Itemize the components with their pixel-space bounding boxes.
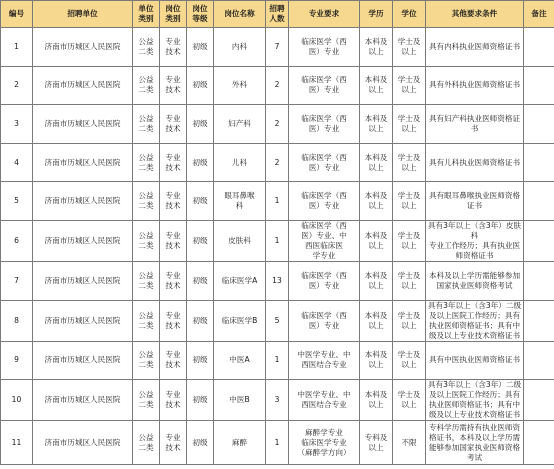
table-row [1, 380, 554, 421]
cell-unit: 济南市历城区人民医院 [33, 66, 133, 105]
cell-quota: 2 [266, 66, 289, 105]
cell-post-type: 专业 技术 [160, 105, 187, 144]
cell-degree: 学士及 以上 [393, 261, 426, 300]
cell-remark [524, 28, 554, 67]
cell-no: 5 [1, 182, 33, 221]
cell-remark [524, 182, 554, 221]
cell-post-level: 初级 [187, 261, 214, 300]
cell-quota: 13 [266, 261, 289, 300]
cell-unit: 济南市历城区人民医院 [33, 380, 133, 421]
cell-remark [524, 143, 554, 182]
cell-major: 临床医学（西 医）专业、中 西医临床医 学专业 [289, 220, 360, 261]
cell-education: 本科及 以上 [360, 380, 393, 421]
cell-no: 2 [1, 66, 33, 105]
cell-post-type: 专业 技术 [160, 182, 187, 221]
cell-quota: 5 [266, 300, 289, 341]
cell-post-name: 内科 [214, 28, 266, 67]
cell-quota: 2 [266, 105, 289, 144]
cell-unit-type: 公益 二类 [133, 143, 160, 182]
cell-degree: 学士及 以上 [393, 143, 426, 182]
cell-unit-type: 公益 二类 [133, 220, 160, 261]
cell-post-name: 临床医学A [214, 261, 266, 300]
cell-degree: 学士及 以上 [393, 28, 426, 67]
cell-post-level: 初级 [187, 28, 214, 67]
cell-other: 具有内科执业医师资格证书 [426, 28, 524, 67]
cell-post-level: 初级 [187, 105, 214, 144]
cell-unit: 济南市历城区人民医院 [33, 143, 133, 182]
cell-other: 具有3年以上（含3年）二级 及以上医院工作经历；具有 执业医师资格证书；具有中 级及以上专业技术资格证书 [426, 380, 524, 421]
cell-post-type: 专业 技术 [160, 300, 187, 341]
cell-post-type: 专业 技术 [160, 66, 187, 105]
cell-education: 专科及 以上 [360, 421, 393, 465]
cell-unit-type: 公益 二类 [133, 380, 160, 421]
cell-post-level: 初级 [187, 341, 214, 380]
cell-major: 中医学专业、中 西医结合专业 [289, 380, 360, 421]
cell-other: 专科学历需持有执业医师资 格证书，本科及以上学历需 能够参加国家执业医师资格 考试 [426, 421, 524, 465]
cell-post-level: 初级 [187, 143, 214, 182]
cell-education: 本科及 以上 [360, 341, 393, 380]
cell-unit: 济南市历城区人民医院 [33, 341, 133, 380]
cell-post-name: 中医A [214, 341, 266, 380]
cell-quota: 1 [266, 421, 289, 465]
table-row [1, 143, 554, 182]
header-unit: 招聘单位 [33, 1, 133, 28]
cell-post-level: 初级 [187, 220, 214, 261]
cell-post-level: 初级 [187, 300, 214, 341]
cell-unit-type: 公益 二类 [133, 421, 160, 465]
table-body [1, 28, 554, 465]
cell-other: 具有儿科执业医师资格证书 [426, 143, 524, 182]
table-row [1, 300, 554, 341]
cell-post-name: 儿科 [214, 143, 266, 182]
cell-quota: 1 [266, 182, 289, 221]
cell-post-name: 妇产科 [214, 105, 266, 144]
cell-remark [524, 380, 554, 421]
cell-post-type: 专业 技术 [160, 421, 187, 465]
cell-unit: 济南市历城区人民医院 [33, 421, 133, 465]
cell-major: 中医学专业、中 西医结合专业 [289, 341, 360, 380]
header-remark: 备注 [524, 1, 554, 28]
cell-major: 临床医学（西 医）专业 [289, 143, 360, 182]
cell-degree: 学士及 以上 [393, 105, 426, 144]
cell-education: 本科及 以上 [360, 105, 393, 144]
cell-unit-type: 公益 二类 [133, 182, 160, 221]
table-row [1, 28, 554, 67]
cell-major: 临床医学（西 医）专业 [289, 300, 360, 341]
cell-no: 4 [1, 143, 33, 182]
table-row [1, 182, 554, 221]
cell-unit-type: 公益 二类 [133, 105, 160, 144]
cell-post-level: 初级 [187, 66, 214, 105]
cell-no: 1 [1, 28, 33, 67]
cell-education: 本科及 以上 [360, 300, 393, 341]
cell-post-level: 初级 [187, 182, 214, 221]
table-row [1, 66, 554, 105]
cell-post-name: 麻醉 [214, 421, 266, 465]
cell-education: 本科及 以上 [360, 261, 393, 300]
cell-remark [524, 105, 554, 144]
cell-degree: 学士及 以上 [393, 66, 426, 105]
table-row [1, 421, 554, 465]
cell-unit: 济南市历城区人民医院 [33, 182, 133, 221]
cell-no: 9 [1, 341, 33, 380]
cell-unit: 济南市历城区人民医院 [33, 261, 133, 300]
table-row [1, 105, 554, 144]
cell-post-name: 中医B [214, 380, 266, 421]
cell-degree: 学士及 以上 [393, 300, 426, 341]
cell-education: 本科及 以上 [360, 182, 393, 221]
header-other: 其他要求条件 [426, 1, 524, 28]
cell-unit: 济南市历城区人民医院 [33, 28, 133, 67]
cell-other: 本科及以上学历需能够参加 国家执业医师资格考试 [426, 261, 524, 300]
cell-no: 8 [1, 300, 33, 341]
cell-education: 本科及 以上 [360, 28, 393, 67]
cell-remark [524, 66, 554, 105]
cell-unit: 济南市历城区人民医院 [33, 220, 133, 261]
cell-major: 临床医学（西 医）专业 [289, 28, 360, 67]
cell-other: 具有3年以上（含3年）皮肤科 专业工作经历；具有执业医 师资格证书 [426, 220, 524, 261]
header-post-name: 岗位名称 [214, 1, 266, 28]
cell-post-name: 皮肤科 [214, 220, 266, 261]
cell-post-name: 外科 [214, 66, 266, 105]
cell-degree: 学士及 以上 [393, 220, 426, 261]
cell-degree: 学士及 以上 [393, 380, 426, 421]
cell-quota: 1 [266, 220, 289, 261]
header-post-level: 岗位 等级 [187, 1, 214, 28]
cell-remark [524, 341, 554, 380]
cell-education: 本科及 以上 [360, 220, 393, 261]
header-major: 专业要求 [289, 1, 360, 28]
cell-degree: 不限 [393, 421, 426, 465]
cell-no: 10 [1, 380, 33, 421]
table-header-row [1, 1, 554, 28]
cell-unit: 济南市历城区人民医院 [33, 105, 133, 144]
cell-education: 本科及 以上 [360, 143, 393, 182]
cell-post-level: 初级 [187, 380, 214, 421]
cell-major: 麻醉学专业 临床医学专业 （麻醉学方向） [289, 421, 360, 465]
cell-post-type: 专业 技术 [160, 341, 187, 380]
cell-unit: 济南市历城区人民医院 [33, 300, 133, 341]
cell-remark [524, 261, 554, 300]
header-quota: 招聘 人数 [266, 1, 289, 28]
cell-other: 具有眼耳鼻喉执业医师资格证书 [426, 182, 524, 221]
cell-quota: 3 [266, 380, 289, 421]
cell-post-name: 眼耳鼻喉 科 [214, 182, 266, 221]
cell-other: 具有外科执业医师资格证书 [426, 66, 524, 105]
cell-other: 具有3年以上（含3年）二级 及以上医院工作经历；具有 执业医师资格证书；具有中 级及以上专业技术资格证书 [426, 300, 524, 341]
cell-other: 具有妇产科执业医师资格证书 [426, 105, 524, 144]
cell-unit-type: 公益 二类 [133, 28, 160, 67]
cell-no: 3 [1, 105, 33, 144]
cell-quota: 7 [266, 28, 289, 67]
header-degree: 学位 [393, 1, 426, 28]
cell-major: 临床医学（西 医）专业 [289, 182, 360, 221]
cell-major: 临床医学（西 医）专业 [289, 105, 360, 144]
header-post-type: 岗位 类别 [160, 1, 187, 28]
cell-remark [524, 220, 554, 261]
cell-post-type: 专业 技术 [160, 261, 187, 300]
cell-post-type: 专业 技术 [160, 28, 187, 67]
cell-post-type: 专业 技术 [160, 380, 187, 421]
cell-no: 7 [1, 261, 33, 300]
cell-post-name: 临床医学B [214, 300, 266, 341]
cell-other: 具有中医执业医师资格证书 [426, 341, 524, 380]
cell-no: 6 [1, 220, 33, 261]
cell-post-type: 专业 技术 [160, 143, 187, 182]
cell-post-level: 初级 [187, 421, 214, 465]
table-row [1, 341, 554, 380]
table-row [1, 261, 554, 300]
cell-unit-type: 公益 二类 [133, 66, 160, 105]
cell-no: 11 [1, 421, 33, 465]
cell-major: 临床医学（西 医）专业 [289, 261, 360, 300]
cell-remark [524, 300, 554, 341]
header-no: 编号 [1, 1, 33, 28]
cell-quota: 1 [266, 341, 289, 380]
cell-major: 临床医学（西 医）专业 [289, 66, 360, 105]
cell-education: 本科及 以上 [360, 66, 393, 105]
cell-degree: 学士及 以上 [393, 182, 426, 221]
cell-unit-type: 公益 二类 [133, 300, 160, 341]
cell-quota: 2 [266, 143, 289, 182]
table-row [1, 220, 554, 261]
cell-remark [524, 421, 554, 465]
cell-degree: 学士及 以上 [393, 341, 426, 380]
cell-unit-type: 公益 二类 [133, 341, 160, 380]
header-unit-type: 单位 类别 [133, 1, 160, 28]
cell-unit-type: 公益 二类 [133, 261, 160, 300]
cell-post-type: 专业 技术 [160, 220, 187, 261]
header-education: 学历 [360, 1, 393, 28]
